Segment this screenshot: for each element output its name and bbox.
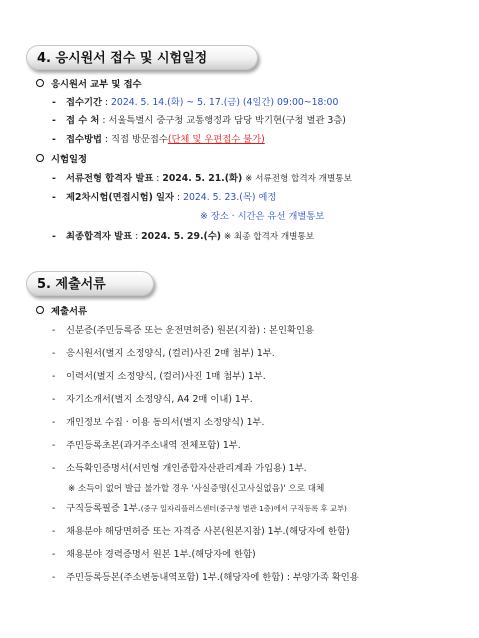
section-4-heading bbox=[26, 45, 258, 70]
dash-bullet-icon: - bbox=[52, 549, 56, 560]
doc-item-7: 소득확인증명서(서민형 개인종합자산관리계좌 가입용) 1부. bbox=[66, 463, 307, 474]
docs-heading-row bbox=[36, 305, 87, 319]
dash-bullet-icon: - bbox=[52, 463, 56, 474]
doc-result-date: 2024. 5. 21.(화) bbox=[162, 173, 243, 184]
doc-item-6: 주민등록초본(과거주소내역 전체포함) 1부. bbox=[66, 440, 241, 451]
place-row: - 접 수 처 : 서울특별시 중구청 교통행정과 담당 박기현(구청 별관 3층) bbox=[52, 115, 346, 126]
section-5-heading bbox=[26, 271, 154, 296]
list-item bbox=[52, 525, 350, 539]
dash-bullet-icon: - bbox=[52, 572, 56, 583]
docs-heading: 제출서류 bbox=[51, 306, 87, 317]
interview-note-row bbox=[200, 210, 324, 224]
dash-bullet-icon: - bbox=[52, 192, 56, 203]
doc-item-2: 응시원서(별지 소정양식, (컬러)사진 2매 첨부) 1부. bbox=[66, 348, 275, 359]
list-item bbox=[52, 347, 275, 361]
receipt-heading: 응시원서 교부 및 접수 bbox=[51, 79, 142, 90]
dash-bullet-icon: - bbox=[52, 394, 56, 405]
dash-bullet-icon: - bbox=[52, 526, 56, 537]
dash-bullet-icon: - bbox=[52, 371, 56, 382]
period-row: - 접수기간 : 2024. 5. 14.(화) ~ 5. 17.(금) (4일간) 09:00~18:00 bbox=[52, 97, 339, 108]
place-label: 접 수 처 bbox=[66, 115, 100, 126]
list-item bbox=[52, 548, 256, 562]
list-item bbox=[52, 439, 241, 453]
dash-bullet-icon: - bbox=[52, 115, 56, 126]
list-item bbox=[52, 416, 264, 430]
circle-bullet-icon bbox=[36, 306, 44, 314]
doc-item-9: 채용분야 해당면허증 또는 자격증 사본(원본지참) 1부.(해당자에 한함) bbox=[66, 526, 350, 537]
list-item bbox=[52, 502, 347, 516]
final-note: ※ 최종 합격자 개별통보 bbox=[223, 232, 315, 242]
final-label: 최종합격자 발표 bbox=[66, 231, 133, 242]
receipt-heading-row bbox=[36, 78, 142, 92]
doc-item-11: 주민등록등본(주소변동내역포함) 1부.(해당자에 한함) : 부양가족 확인용 bbox=[66, 572, 359, 583]
dash-bullet-icon: - bbox=[52, 417, 56, 428]
doc-item-1: 신분증(주민등록증 또는 운전면허증) 원본(지참) : 본인확인용 bbox=[66, 325, 314, 336]
list-item bbox=[52, 393, 253, 407]
doc-item-8-detail: (중구 일자리플러스센터(중구청 별관 1층)에서 구직등록 후 교부) bbox=[140, 504, 347, 513]
circle-bullet-icon bbox=[36, 79, 44, 87]
method-row: - 접수방법 : 직접 방문접수(단체 및 우편접수 불가) bbox=[52, 134, 265, 145]
final-date: 2024. 5. 29.(수) bbox=[141, 231, 221, 242]
circle-bullet-icon bbox=[36, 154, 44, 162]
doc-result-note: ※ 서류전형 합격자 개별통보 bbox=[245, 174, 352, 184]
final-row: - 최종합격자 발표 : 2024. 5. 29.(수) ※ 최종 합격자 개별통보 bbox=[52, 231, 315, 242]
list-item bbox=[52, 324, 314, 338]
dash-bullet-icon: - bbox=[52, 134, 56, 145]
dash-bullet-icon: - bbox=[52, 97, 56, 108]
dash-bullet-icon: - bbox=[52, 231, 56, 242]
interview-note: ※ 장소 · 시간은 유선 개별통보 bbox=[200, 211, 325, 222]
list-item bbox=[52, 571, 359, 585]
doc-result-label: 서류전형 합격자 발표 bbox=[66, 173, 154, 184]
dash-bullet-icon: - bbox=[52, 325, 56, 336]
section-4-title: 4. 응시원서 접수 및 시험일정 bbox=[37, 51, 208, 66]
dash-bullet-icon: - bbox=[52, 173, 56, 184]
doc-item-3: 이력서(별지 소정양식, (컬러)사진 1매 첨부) 1부. bbox=[66, 371, 266, 382]
place-value: 서울특별시 중구청 교통행정과 담당 박기현(구청 별관 3층) bbox=[108, 115, 346, 126]
doc-item-5: 개인정보 수집 · 이용 동의서(별지 소정양식) 1부. bbox=[66, 417, 265, 428]
dash-bullet-icon: - bbox=[52, 348, 56, 359]
method-label: 접수방법 bbox=[66, 134, 102, 145]
doc-result-row: - 서류전형 합격자 발표 : 2024. 5. 21.(화) ※ 서류전형 합격자 개별통보 bbox=[52, 173, 352, 184]
period-value: 2024. 5. 14.(화) ~ 5. 17.(금) (4일간) 09:00~18:00 bbox=[110, 97, 339, 108]
interview-date: 2024. 5. 23.(목) 예정 bbox=[183, 192, 277, 203]
doc-item-8: 구직등록필증 1부. bbox=[66, 503, 141, 514]
dash-bullet-icon: - bbox=[52, 440, 56, 451]
period-label: 접수기간 bbox=[66, 97, 102, 108]
dash-bullet-icon: - bbox=[52, 503, 56, 514]
list-item bbox=[52, 370, 266, 384]
doc-item-4: 자기소개서(별지 소정양식, A4 2매 이내) 1부. bbox=[66, 394, 253, 405]
doc-item-7-note-row bbox=[68, 482, 324, 496]
doc-item-10: 채용분야 경력증명서 원본 1부.(해당자에 한함) bbox=[66, 549, 256, 560]
doc-item-7-note: ※ 소득이 없어 발급 불가할 경우 '사실증명(신고사실없음)' 으로 대체 bbox=[68, 484, 325, 494]
list-item bbox=[52, 462, 307, 476]
schedule-heading-row bbox=[36, 153, 87, 167]
schedule-heading: 시험일정 bbox=[51, 154, 87, 165]
method-value: 직접 방문접수 bbox=[110, 134, 168, 145]
interview-label: 제2차시험(면접시험) 일자 bbox=[66, 192, 175, 203]
section-5-title: 5. 제출서류 bbox=[37, 277, 106, 292]
method-warning: (단체 및 우편접수 불가) bbox=[167, 134, 265, 145]
interview-row: - 제2차시험(면접시험) 일자 : 2024. 5. 23.(목) 예정 bbox=[52, 192, 277, 203]
